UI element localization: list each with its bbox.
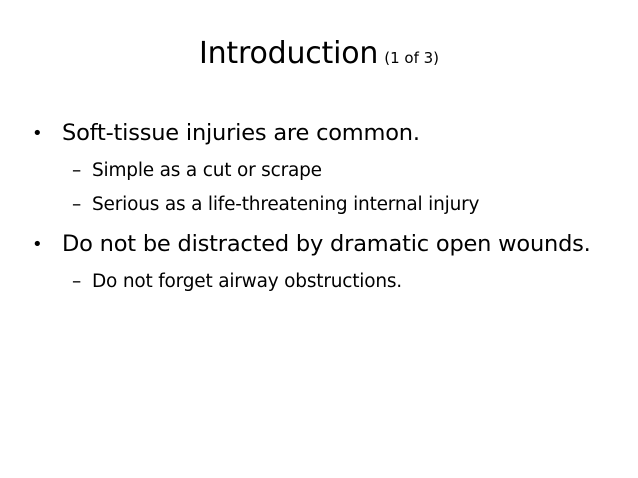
sub-bullet-text: Serious as a life-threatening internal injury [92,194,480,215]
bullet-text: Soft-tissue injuries are common. [62,120,420,146]
slide-title [0,36,638,71]
sub-bullet-text: Simple as a cut or scrape [92,160,322,181]
bullet-text: Do not be distracted by dramatic open wounds. [62,231,591,257]
bullet-item [32,229,622,260]
sub-bullet-marker: – [72,271,82,292]
sub-bullet-item [72,270,622,294]
sub-bullet-marker: – [72,160,82,181]
bullet-item [32,118,622,149]
sub-bullet-marker: – [72,194,82,215]
slide-title-counter: (1 of 3) [384,49,440,67]
sub-bullet-item [72,159,622,183]
slide-body [32,116,622,294]
slide-title-text: Introduction [198,36,379,71]
sub-bullet-text: Do not forget airway obstructions. [92,271,402,292]
bullet-marker: • [32,234,43,255]
bullet-marker: • [32,123,43,144]
sub-bullet-item [72,193,622,217]
